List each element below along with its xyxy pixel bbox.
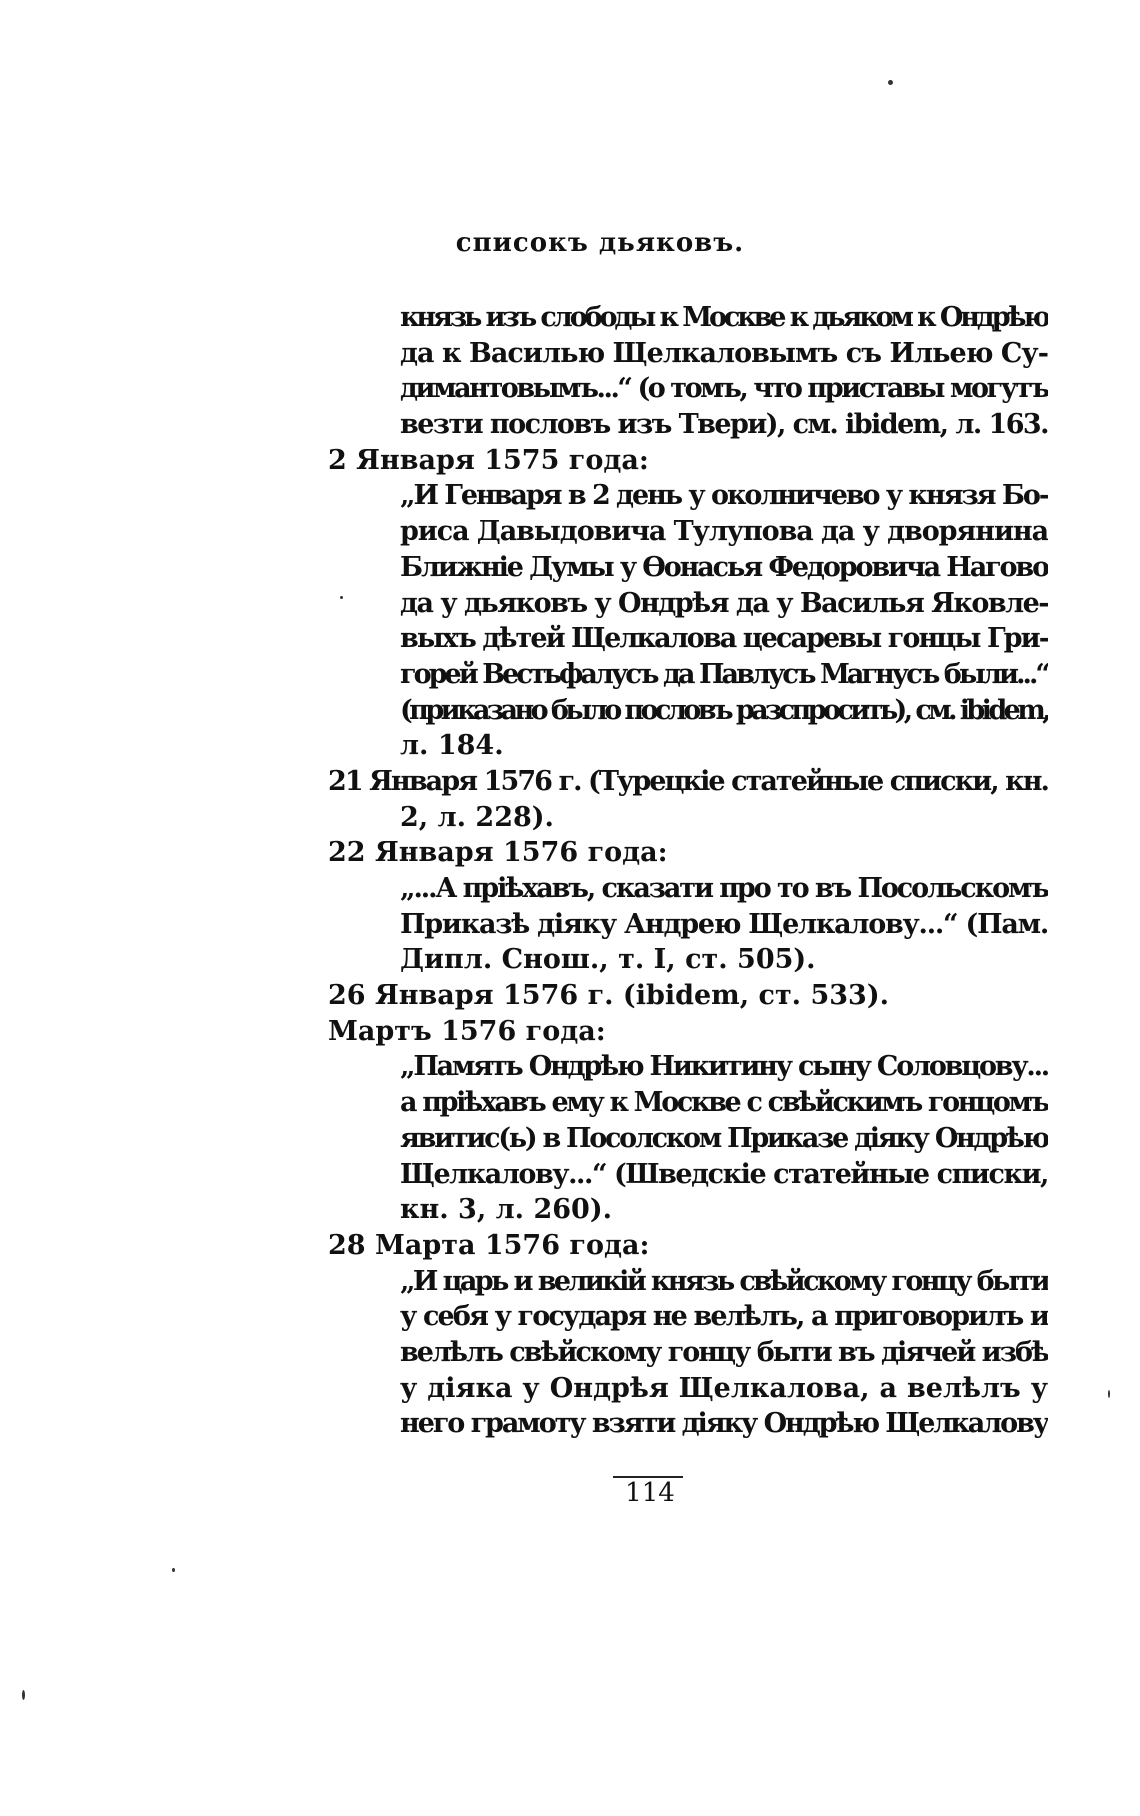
text-line: „Память Ондрѣю Никитину сыну Соловцову... xyxy=(400,1051,1048,1083)
running-head: списокъ дьяковъ. xyxy=(455,228,745,258)
text-line: риса Давыдовича Тулупова да у дворянина xyxy=(400,516,1048,548)
print-speck xyxy=(22,1690,25,1700)
text-line: 28 Марта 1576 года: xyxy=(328,1229,650,1261)
text-line: л. 184. xyxy=(400,730,504,762)
text-line: Мартъ 1576 года: xyxy=(328,1015,606,1047)
print-speck xyxy=(888,80,893,85)
text-line: 22 Января 1576 года: xyxy=(328,837,668,869)
print-speck xyxy=(1108,1390,1110,1398)
text-line: Щелкалову...“ (Шведскіе статейные списки, xyxy=(400,1158,1048,1190)
text-line: 2, л. 228). xyxy=(400,801,554,833)
print-speck xyxy=(172,1568,175,1572)
text-line: 2 Января 1575 года: xyxy=(328,444,649,476)
text-line: у себя у государя не велѣлъ, а приговорилъ и xyxy=(400,1301,1048,1333)
page-number: 114 xyxy=(625,1478,675,1508)
text-line: князь изъ слободы к Москве к дьяком к Ондрѣю xyxy=(400,302,1048,333)
text-line: него грамоту взяти діяку Ондрѣю Щелкалову xyxy=(400,1408,1048,1440)
text-line: Дипл. Снош., т. I, ст. 505). xyxy=(400,944,816,976)
text-line: Ближніе Думы у Ѳонасья Федоровича Нагово xyxy=(400,551,1048,583)
text-line: горей Вестьфалусъ да Павлусъ Магнусъ были...“ xyxy=(400,658,1048,690)
text-line: везти пословъ изъ Твери), см. ibidem, л. 163. xyxy=(400,409,1048,441)
text-line: „И царь и великій князь свѣйскому гонцу быти xyxy=(400,1265,1048,1297)
text-line: „И Генваря в 2 день у околничево у князя Бо- xyxy=(400,480,1048,512)
text-line: Приказѣ діяку Андрею Щелкалову...“ (Пам. xyxy=(400,908,1048,940)
text-line: димантовымъ...“ (о томъ, что приставы могутъ xyxy=(400,373,1048,405)
text-line: кн. 3, л. 260). xyxy=(400,1194,613,1226)
text-line: 26 Января 1576 г. (ibidem, ст. 533). xyxy=(328,980,890,1012)
text-line: (приказано было пословъ разспросить), см. ibidem, xyxy=(400,694,1048,726)
text-line: у діяка у Ондрѣя Щелкалова, а велѣлъ у xyxy=(400,1372,1048,1404)
text-line: да к Василью Щелкаловымъ съ Ильею Су- xyxy=(400,337,1048,369)
text-line: „...А пріѣхавъ, сказати про то въ Посольскомъ xyxy=(400,873,1048,904)
text-line: да у дьяковъ у Ондрѣя да у Василья Яковле- xyxy=(400,587,1048,619)
text-line: явитис(ь) в Посолском Приказе діяку Ондрѣю xyxy=(400,1122,1048,1154)
text-line: велѣлъ свѣйскому гонцу быти въ діячей избѣ xyxy=(400,1336,1048,1368)
text-line: 21 Января 1576 г. (Турецкіе статейные списки, кн. xyxy=(328,765,1048,797)
text-line: выхъ дѣтей Щелкалова цесаревы гонцы Гри- xyxy=(400,623,1048,655)
body-text xyxy=(328,300,1048,1442)
text-line: а пріѣхавъ ему к Москве с свѣйскимъ гонцомъ xyxy=(400,1087,1048,1119)
